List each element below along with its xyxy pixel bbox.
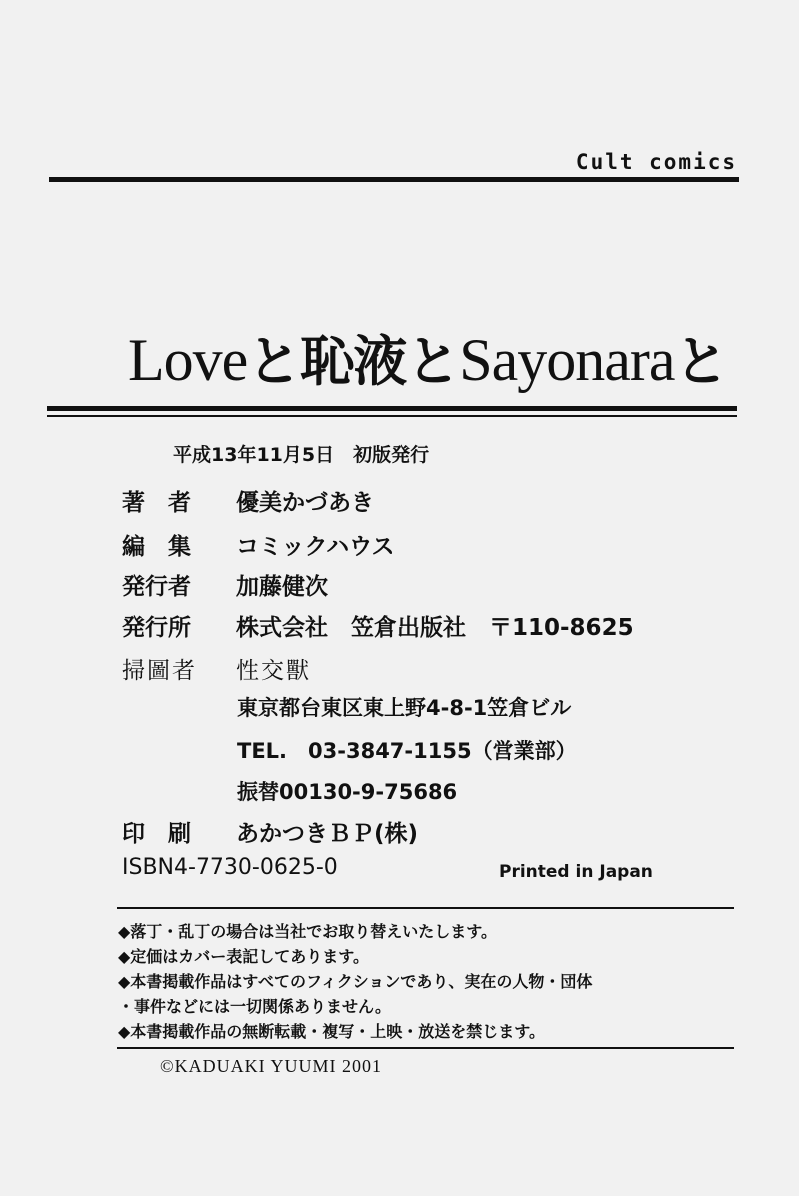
credit-label: 著 者 [122, 490, 191, 516]
publisher-tel: TEL. 03-3847-1155（営業部） [237, 739, 577, 763]
credit-label: 発行者 [122, 574, 191, 600]
notice-top-rule [117, 907, 734, 909]
credit-author [122, 484, 374, 517]
notice-line: ◆落丁・乱丁の場合は当社でお取り替えいたします。 [118, 922, 498, 941]
credit-label: 掃圖者 [122, 658, 197, 684]
notice-line: ・事件などには一切関係ありません。 [118, 997, 391, 1016]
title-rule-thick [47, 406, 737, 411]
credit-label: 印 刷 [122, 821, 191, 847]
credit-value: あかつきＢＰ(株) [236, 821, 419, 847]
publisher-address: 東京都台東区東上野4-8-1笠倉ビル [237, 696, 572, 720]
series-name: Cult comics [575, 150, 737, 174]
series-rule [49, 177, 739, 182]
printed-in: Printed in Japan [499, 862, 653, 882]
credit-label: 発行所 [122, 615, 191, 641]
publisher-transfer: 振替00130-9-75686 [237, 780, 458, 804]
copyright: ©KADUAKI YUUMI 2001 [160, 1056, 382, 1076]
credit-value: 優美かづあき [236, 490, 374, 516]
notice-bottom-rule [117, 1047, 734, 1049]
credit-value: コミックハウス [236, 534, 395, 560]
notice-line: ◆本書掲載作品はすべてのフィクションであり、実在の人物・団体 [118, 972, 593, 991]
notice-line: ◆本書掲載作品の無断転載・複写・上映・放送を禁じます。 [118, 1022, 546, 1041]
title-part-to: と [674, 329, 728, 393]
isbn: ISBN4-7730-0625-0 [122, 855, 338, 880]
credit-scanner [122, 652, 311, 685]
book-title [128, 325, 728, 396]
credit-publishing-house [122, 609, 634, 642]
credit-value: 加藤健次 [236, 574, 328, 600]
credit-editor [122, 528, 394, 561]
credit-label: 編 集 [122, 534, 191, 560]
credit-value: 性交獸 [236, 658, 311, 684]
credit-publisher [122, 568, 328, 601]
edition-date: 平成13年11月5日 初版発行 [173, 444, 430, 466]
title-rule-thin [47, 415, 737, 417]
title-part-sayonara: Sayonara [459, 327, 675, 393]
credit-value: 株式会社 笠倉出版社 〒110-8625 [236, 615, 634, 641]
notice-line: ◆定価はカバー表記してあります。 [118, 947, 370, 966]
title-part-love: Love [128, 327, 248, 393]
credit-printer [122, 815, 418, 848]
title-part-jp: と恥液と [247, 329, 460, 393]
